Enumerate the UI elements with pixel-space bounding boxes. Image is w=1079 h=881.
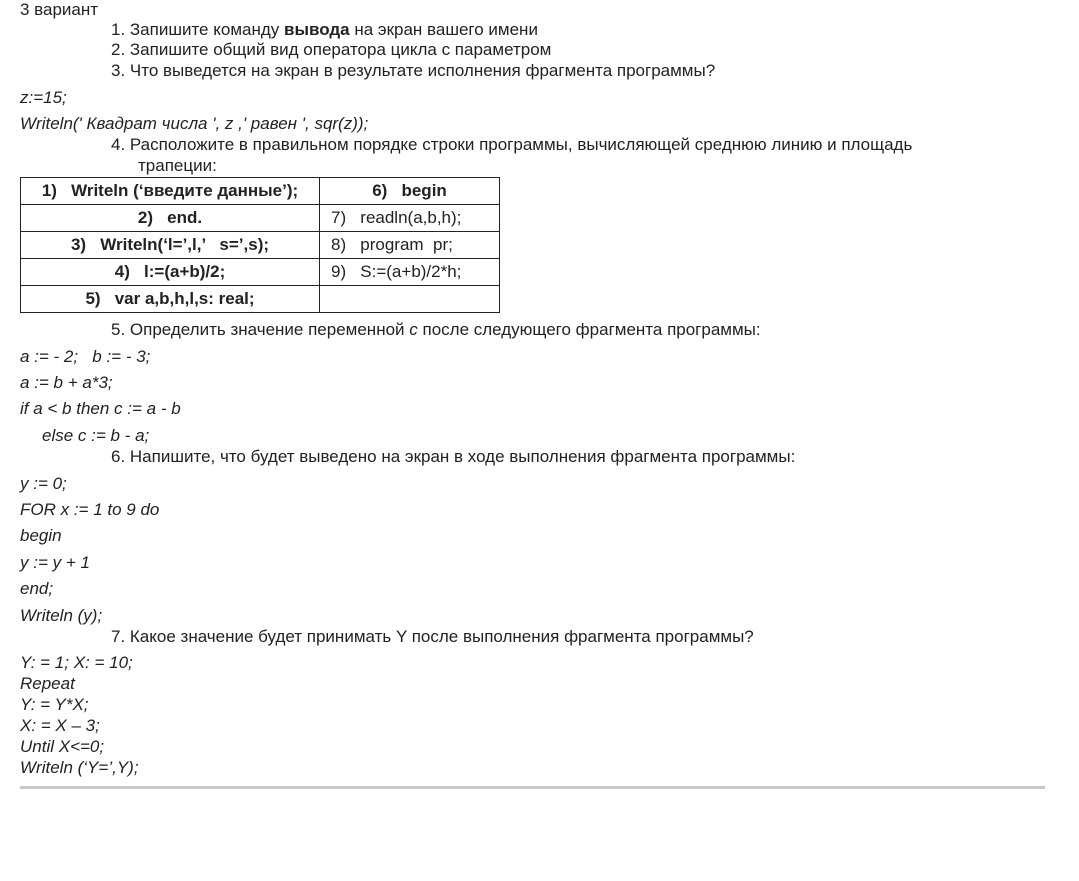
table-cell-right: 6) begin: [320, 178, 500, 205]
q5-code-line: else c := b - a;: [42, 426, 150, 445]
q6-code-line: Writeln (y);: [20, 606, 103, 625]
table-row: [21, 286, 500, 313]
q5-code-line: a := - 2; b := - 3;: [20, 347, 151, 366]
q5-code-line: a := b + a*3;: [20, 373, 113, 392]
question-5: [111, 320, 761, 340]
q7-code-line: Writeln (‘Y=’,Y);: [20, 758, 139, 777]
q3-code-line: z:=15;: [20, 88, 67, 107]
bottom-divider: [20, 786, 1045, 789]
q7-code-line: Until X<=0;: [20, 737, 105, 756]
question-6: 6. Напишите, что будет выведено на экран в ходе выполнения фрагмента программы:: [111, 447, 796, 466]
q6-code-line: end;: [20, 579, 54, 598]
question-4-continuation: трапеции:: [138, 156, 217, 175]
table-cell-left: 3) Writeln(‘l=’,l,’ s=’,s);: [21, 232, 320, 259]
table-row: [21, 232, 500, 259]
question-1: [111, 20, 538, 40]
question-5-suffix: после следующего фрагмента программы:: [417, 320, 761, 339]
question-5-prefix: 5. Определить значение переменной: [111, 320, 410, 339]
table-cell-left: 2) end.: [21, 205, 320, 232]
table-cell-right: 8) program pr;: [320, 232, 500, 259]
table-cell-left: 5) var a,b,h,l,s: real;: [21, 286, 320, 313]
q6-code-line: y := y + 1: [20, 553, 90, 572]
table-cell-left: 1) Writeln (‘введите данные’);: [21, 178, 320, 205]
table-row: [21, 178, 500, 205]
table-cell-right: 7) readln(a,b,h);: [320, 205, 500, 232]
question-1-bold: вывода: [284, 20, 350, 39]
question-5-var: c: [409, 320, 418, 339]
q3-code-line: Writeln(' Квадрат числа ', z ,' равен ', sqr(z));: [20, 114, 369, 133]
table-cell-right: 9) S:=(a+b)/2*h;: [320, 259, 500, 286]
table-cell-left: 4) l:=(a+b)/2;: [21, 259, 320, 286]
q7-code-line: X: = X – 3;: [20, 716, 100, 735]
question-3: 3. Что выведется на экран в результате исполнения фрагмента программы?: [111, 61, 716, 80]
q7-code-line: Repeat: [20, 674, 75, 693]
table-row: [21, 259, 500, 286]
q6-code-line: begin: [20, 526, 62, 545]
q5-code-line: if a < b then c := a - b: [20, 399, 181, 418]
q7-code-line: Y: = Y*X;: [20, 695, 89, 714]
question-7: 7. Какое значение будет принимать Y после выполнения фрагмента программы?: [111, 627, 754, 646]
q6-code-line: FOR x := 1 to 9 do: [20, 500, 160, 519]
question-4: 4. Расположите в правильном порядке строки программы, вычисляющей среднюю линию и площадь: [111, 135, 913, 154]
question-2: 2. Запишите общий вид оператора цикла с параметром: [111, 40, 552, 59]
q6-code-line: y := 0;: [20, 474, 67, 493]
question-1-prefix: 1. Запишите команду: [111, 20, 284, 39]
question-1-suffix: на экран вашего имени: [349, 20, 538, 39]
variant-title: 3 вариант: [20, 0, 99, 19]
table-cell-right: [320, 286, 500, 313]
q7-code-line: Y: = 1; X: = 10;: [20, 653, 133, 672]
table-row: [21, 205, 500, 232]
lines-order-table: [20, 177, 500, 313]
